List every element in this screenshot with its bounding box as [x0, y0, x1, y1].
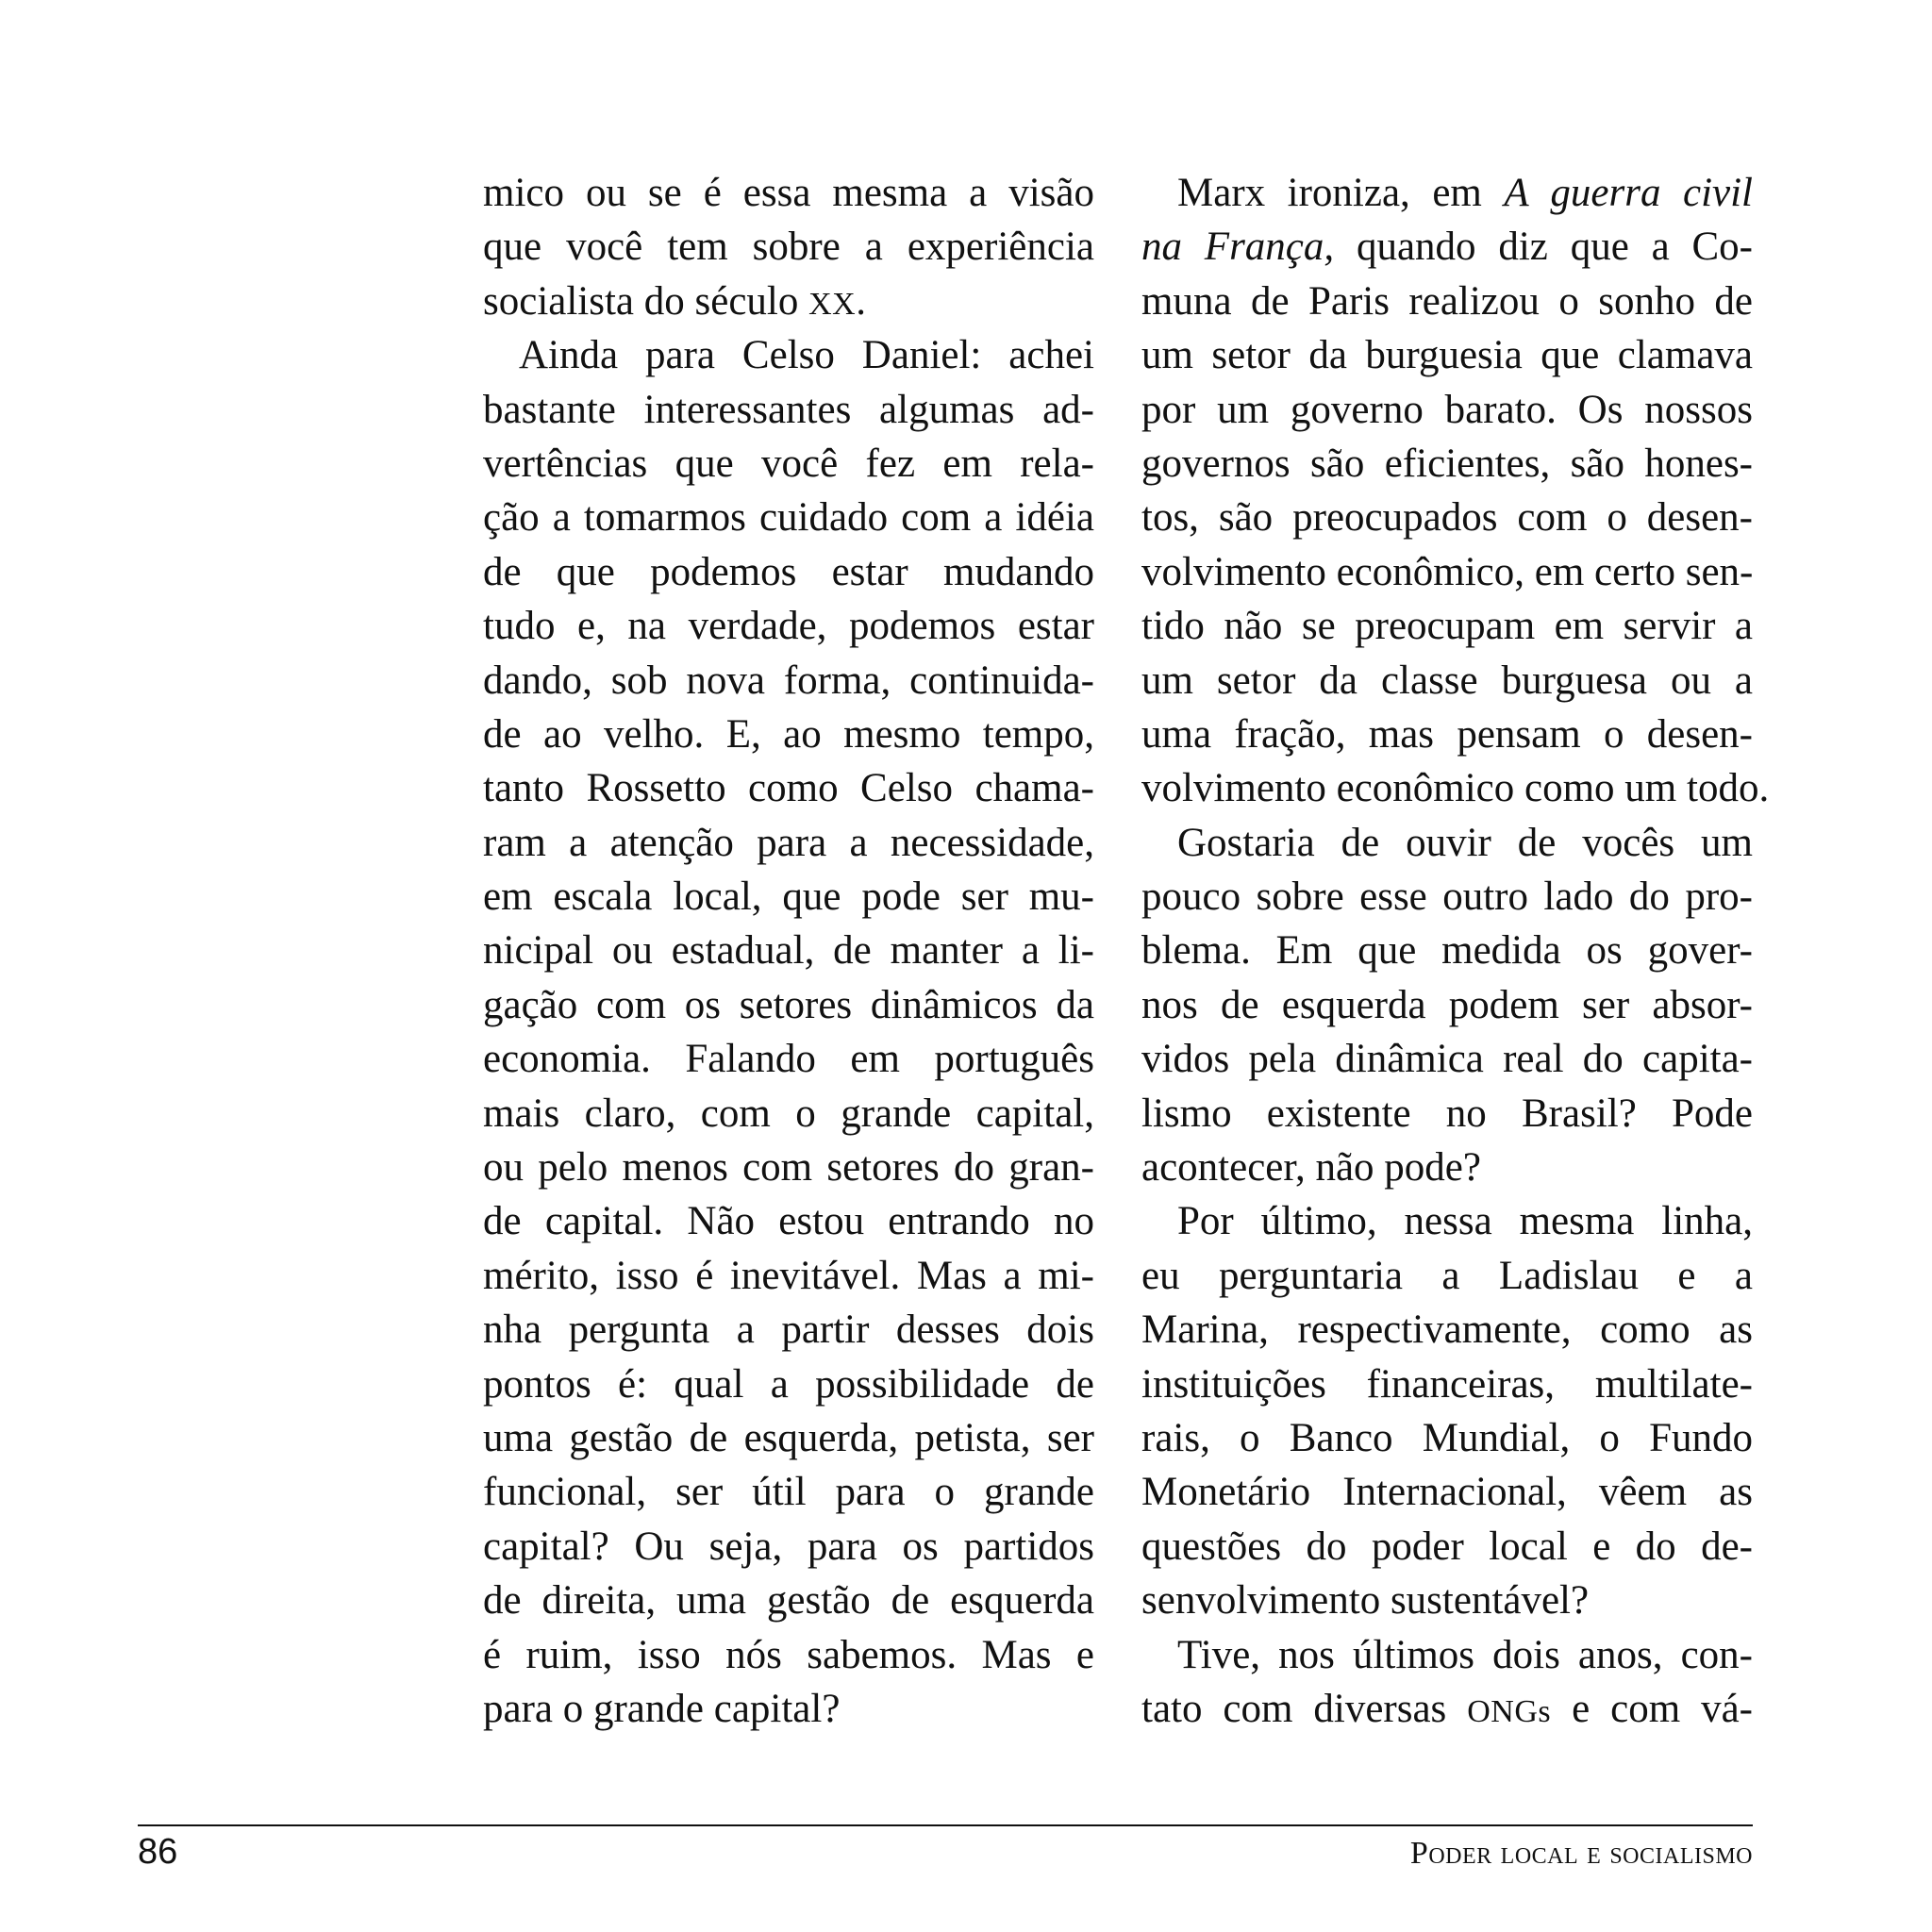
text-line [483, 1087, 1094, 1141]
line-text: questões do poder local e do de- [1141, 1524, 1753, 1569]
line-text: de capital. Não estou entrando no [483, 1199, 1094, 1244]
text-line [483, 328, 1094, 382]
line-text-tail: . [856, 278, 866, 324]
text-line [483, 1303, 1094, 1357]
text-line [1141, 166, 1753, 220]
text-line [483, 1628, 1094, 1682]
line-text: tato com diversas [1141, 1686, 1468, 1731]
line-text: economia. Falando em português [483, 1037, 1094, 1082]
line-text: capital? Ou seja, para os partidos [483, 1524, 1094, 1569]
line-text: funcional, ser útil para o grande [483, 1470, 1094, 1515]
line-text: dando, sob nova forma, continuida- [483, 658, 1094, 703]
text-line [1141, 437, 1753, 491]
text-line [483, 1032, 1094, 1086]
text-line [483, 220, 1094, 274]
line-text: volvimento econômico como um todo. [1141, 766, 1770, 811]
line-text: é ruim, isso nós sabemos. Mas e [483, 1632, 1094, 1677]
line-text: bastante interessantes algumas ad- [483, 387, 1094, 432]
line-text: tido não se preocupam em servir a [1141, 604, 1753, 649]
text-line [1141, 275, 1753, 328]
text-line [483, 924, 1094, 977]
line-text: Monetário Internacional, vêem as [1141, 1470, 1753, 1515]
line-text: Ainda para Celso Daniel: achei [519, 333, 1094, 378]
line-text: muna de Paris realizou o sonho de [1141, 278, 1753, 324]
text-line [1141, 924, 1753, 977]
text-line [483, 1357, 1094, 1411]
running-head: Poder local e socialismo [1409, 1836, 1753, 1871]
line-text: ou pelo menos com setores do gran- [483, 1145, 1094, 1191]
line-text: rais, o Banco Mundial, o Fundo [1141, 1415, 1753, 1460]
text-line [483, 383, 1094, 437]
line-text: quando diz que a Co- [1334, 225, 1753, 270]
line-text: ram a atenção para a necessidade, [483, 820, 1094, 865]
text-line [1141, 545, 1753, 599]
line-text: Marina, respectivamente, como as [1141, 1307, 1753, 1353]
text-line [1141, 1574, 1753, 1627]
line-text: mico ou se é essa mesma a visão [483, 171, 1094, 215]
line-text: um setor da classe burguesa ou a [1141, 658, 1753, 703]
line-text: tos, são preocupados com o desen- [1141, 495, 1753, 541]
line-text: eu perguntaria a Ladislau e a [1141, 1253, 1753, 1298]
line-text: pouco sobre esse outro lado do pro- [1141, 874, 1753, 920]
line-text: blema. Em que medida os gover- [1141, 928, 1753, 974]
text-line [1141, 761, 1770, 815]
line-text: socialista do século [483, 278, 809, 324]
text-line [483, 708, 1094, 761]
line-text: vertências que você fez em rela- [483, 441, 1094, 486]
text-line [1141, 1357, 1753, 1411]
text-line [1141, 708, 1753, 761]
text-line [483, 1465, 1094, 1519]
line-text: um setor da burguesia que clamava [1141, 333, 1753, 378]
line-text: gação com os setores dinâmicos da [483, 982, 1094, 1027]
text-line [1141, 599, 1753, 653]
text-line [1141, 328, 1753, 382]
text-line [1141, 978, 1753, 1032]
line-text: de direita, uma gestão de esquerda [483, 1578, 1094, 1624]
text-line [483, 1141, 1094, 1194]
italic-title: A guerra civil [1504, 171, 1753, 215]
line-text: pontos é: qual a possibilidade de [483, 1361, 1094, 1407]
line-text: nos de esquerda podem ser absor- [1141, 982, 1753, 1027]
text-line [1141, 1249, 1753, 1303]
text-line [1141, 1520, 1753, 1574]
line-text: tudo e, na verdade, podemos estar [483, 604, 1094, 649]
line-text: Marx ironiza, em [1177, 171, 1505, 215]
line-text: acontecer, não pode? [1141, 1145, 1481, 1191]
text-line [483, 1574, 1094, 1627]
text-line [1141, 1628, 1753, 1682]
text-line [1141, 1141, 1753, 1194]
line-text: de ao velho. E, ao mesmo tempo, [483, 711, 1094, 757]
line-text: Por último, nessa mesma linha, [1177, 1199, 1753, 1244]
text-line [483, 166, 1094, 220]
text-line [483, 761, 1094, 815]
text-line [1141, 816, 1753, 870]
line-text: Tive, nos últimos dois anos, con- [1177, 1632, 1753, 1677]
footer-rule [138, 1824, 1753, 1826]
line-text: em escala local, que pode ser mu- [483, 874, 1094, 920]
text-line [483, 545, 1094, 599]
text-line [1141, 870, 1753, 924]
text-line [483, 275, 1094, 328]
text-line [483, 978, 1094, 1032]
text-line [1141, 491, 1753, 544]
text-line [483, 1682, 1094, 1736]
right-text-column [1141, 166, 1770, 1736]
line-text: mérito, isso é inevitável. Mas a mi- [483, 1253, 1094, 1298]
small-caps-text: XX [808, 286, 857, 322]
line-text: volvimento econômico, em certo sen- [1141, 549, 1754, 594]
line-text: uma gestão de esquerda, petista, ser [483, 1415, 1094, 1460]
line-text: mais claro, com o grande capital, [483, 1091, 1094, 1136]
text-line [1141, 1465, 1753, 1519]
text-line [483, 654, 1094, 708]
text-line [1141, 1087, 1753, 1141]
text-line [483, 870, 1094, 924]
text-line [1141, 1682, 1753, 1736]
line-text: que você tem sobre a experiência [483, 225, 1094, 270]
line-text: Gostaria de ouvir de vocês um [1177, 820, 1753, 865]
line-text: governos são eficientes, são hones- [1141, 441, 1753, 486]
small-caps-text: ONGs [1467, 1693, 1552, 1729]
text-line [483, 1520, 1094, 1574]
line-text: nicipal ou estadual, de manter a li- [483, 928, 1094, 974]
line-text: vidos pela dinâmica real do capita- [1141, 1037, 1753, 1082]
text-line [1141, 220, 1753, 274]
text-line [483, 1249, 1094, 1303]
line-text: uma fração, mas pensam o desen- [1141, 711, 1753, 757]
text-line [483, 437, 1094, 491]
text-line [1141, 1303, 1753, 1357]
text-line [1141, 1032, 1753, 1086]
italic-title: na França, [1141, 225, 1335, 270]
line-text: ção a tomarmos cuidado com a idéia [483, 495, 1094, 541]
text-line [483, 1194, 1094, 1248]
page-number: 86 [138, 1832, 178, 1872]
text-line [1141, 1411, 1753, 1465]
left-text-column [483, 166, 1094, 1736]
text-line [483, 599, 1094, 653]
line-text: lismo existente no Brasil? Pode [1141, 1091, 1753, 1136]
text-line [1141, 383, 1753, 437]
line-text: senvolvimento sustentável? [1141, 1578, 1590, 1624]
line-text: nha pergunta a partir desses dois [483, 1307, 1094, 1353]
line-text: para o grande capital? [483, 1686, 841, 1731]
line-text: de que podemos estar mudando [483, 549, 1094, 594]
text-line [1141, 654, 1753, 708]
line-text: instituições financeiras, multilate- [1141, 1361, 1753, 1407]
text-line [483, 1411, 1094, 1465]
line-text: por um governo barato. Os nossos [1141, 387, 1753, 432]
text-line [483, 491, 1094, 544]
line-text: tanto Rossetto como Celso chama- [483, 766, 1094, 811]
text-line [483, 816, 1094, 870]
line-text-tail: e com vá- [1551, 1686, 1753, 1731]
text-line [1141, 1194, 1753, 1248]
